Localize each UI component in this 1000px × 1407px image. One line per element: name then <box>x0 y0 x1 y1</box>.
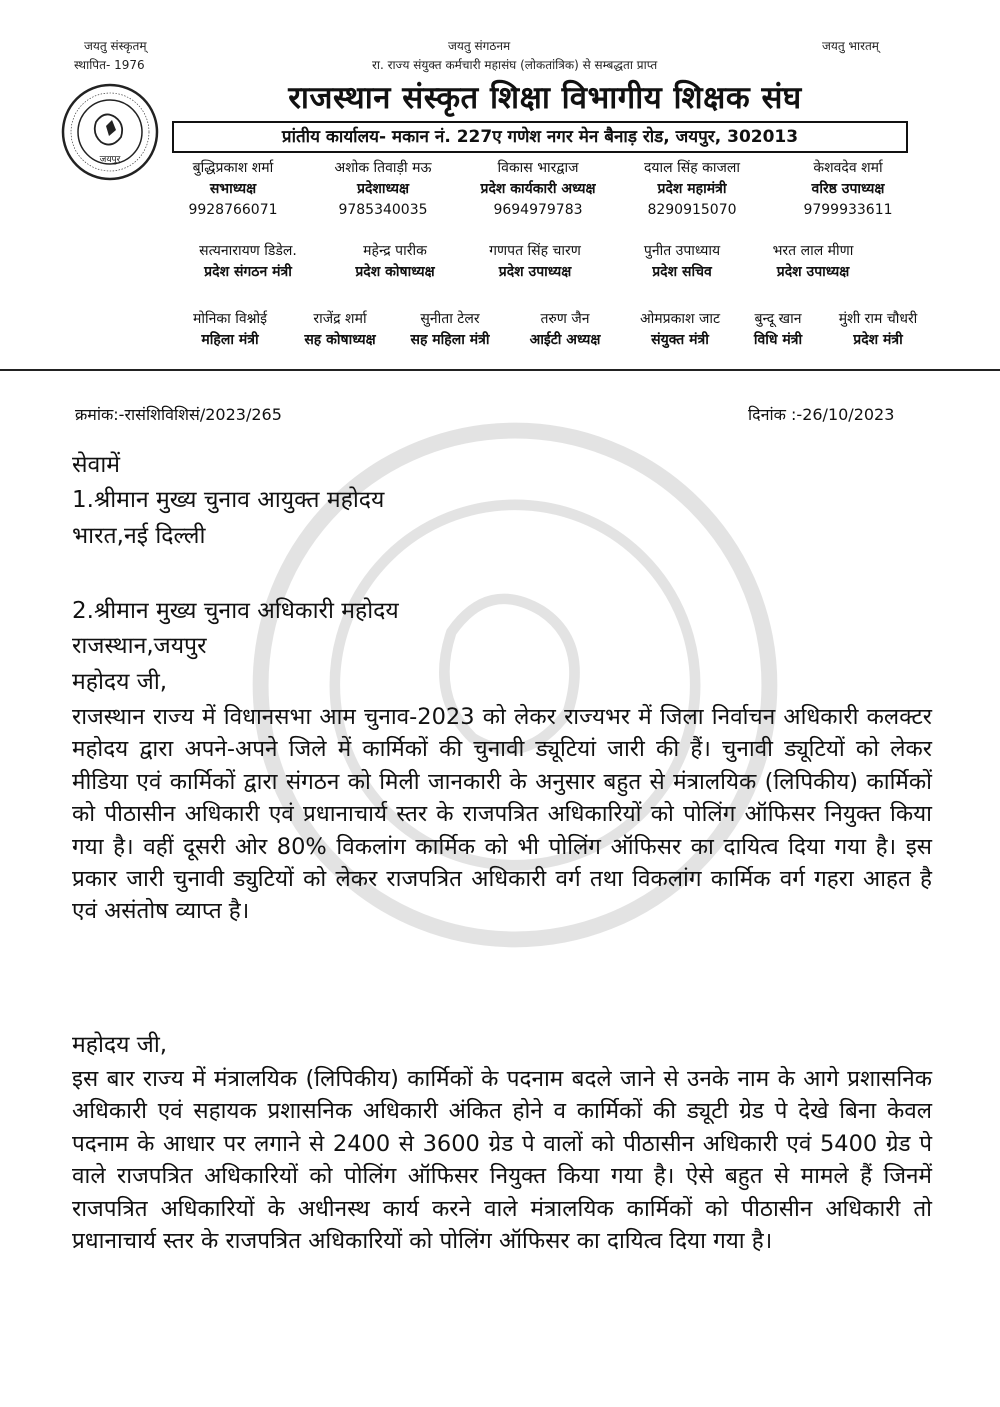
body-paragraph: राजस्थान राज्य में विधानसभा आम चुनाव-2023 को लेकर राज्यभर में जिला निर्वाचन अधिकारी कलक्टर महोदय द्वारा अपने-अपने जिले में कार्मिकों की चुनावी ड्यूटियां जारी की हैं। चुनावी ड्यूटियों को लेकर मीडिया एवं कार्मिकों द्वारा संगठन को मिली जानकारी के अनुसार बहुत से मंत्रालयिक (लिपिकीय) कार्मिकों को पीठासीन अधिकारी एवं प्रधानाचार्य स्तर के राजपत्रित अधिकारियों को पोलिंग ऑफिसर नियुक्त किया गया है। वहीं दूसरी ओर 80% विकलांग कार्मिक को भी पोलिंग ऑफिसर का दायित्व दिया गया है। इस प्रकार जारी चुनावी ड्युटियों को लेकर राजपत्रित अधिकारी वर्ग तथा विकलांग कार्मिक वर्ग गहरा आहत है एवं असंतोष व्याप्त है। <box>72 704 932 925</box>
member-role: प्रदेश उपाध्यक्ष <box>498 264 572 280</box>
letter-date: दिनांक :-26/10/2023 <box>748 405 895 424</box>
member-name: विकास भारद्वाज <box>497 160 579 176</box>
member-card <box>173 241 323 283</box>
member-role: प्रदेशाध्यक्ष <box>357 181 409 197</box>
member-card <box>500 309 630 351</box>
member-phone: 9928766071 <box>188 202 278 218</box>
motto-right: जयतु भारतम् <box>822 39 879 53</box>
member-name: गणपत सिंह चारण <box>489 243 581 259</box>
member-name: तरुण जैन <box>540 311 590 327</box>
affiliation-line: रा. राज्य संयुक्त कर्मचारी महासंघ (लोकतांत्रिक) से सम्बद्धता प्राप्त <box>372 58 658 72</box>
member-role: प्रदेश कोषाध्यक्ष <box>355 264 435 280</box>
member-card <box>308 158 458 221</box>
motto-left: जयतु संस्कृतम् <box>84 39 147 53</box>
member-card <box>617 158 767 221</box>
member-role: सह महिला मंत्री <box>410 332 490 348</box>
member-role: प्रदेश उपाध्यक्ष <box>776 264 850 280</box>
member-phone: 9785340035 <box>338 202 428 218</box>
member-card <box>320 241 470 283</box>
member-name: सत्यनारायण डिडेल. <box>199 243 297 259</box>
greeting: महोदय जी, <box>72 1032 168 1058</box>
member-name: सुनीता टेलर <box>420 311 480 327</box>
member-card <box>158 158 308 221</box>
member-role: संयुक्त मंत्री <box>651 332 709 348</box>
member-card <box>816 309 940 351</box>
member-role: सभाध्यक्ष <box>209 181 257 197</box>
member-role: आईटी अध्यक्ष <box>529 332 601 348</box>
member-phone: 9694979783 <box>493 202 583 218</box>
member-phone: 8290915070 <box>647 202 737 218</box>
member-role: प्रदेश मंत्री <box>853 332 903 348</box>
office-address: प्रांतीय कार्यालय- मकान नं. 227ए गणेश नगर मेन बैनाड़ रोड, जयपुर, 302013 <box>172 121 908 153</box>
member-card <box>460 241 610 283</box>
member-card <box>452 158 624 221</box>
reference-number: क्रमांक:-रासंशिविशिसं/2023/265 <box>75 405 282 424</box>
member-name: भरत लाल मीणा <box>772 243 854 259</box>
body-paragraph: इस बार राज्य में मंत्रालयिक (लिपिकीय) कार्मिकों के पदनाम बदले जाने से उनके नाम के आगे प्रशासनिक अधिकारी एवं सहायक प्रशासनिक अधिकारी अंकित होने व कार्मिकों की ड्यूटी ग्रेड पे देखे बिना केवल पदनाम के आधार पर लगाने से 2400 से 3600 ग्रेड पे वालों को पीठासीन अधिकारी एवं 5400 ग्रेड पे वाले राजपत्रित अधिकारियों को पोलिंग ऑफिसर नियुक्त किया गया है। ऐसे बहुत से मामले हैं जिनमें राजपत्रित अधिकारियों के अधीनस्थ कार्य करने वाले मंत्रालयिक कार्मिकों को पीठासीन अधिकारी तो प्रधानाचार्य स्तर के राजपत्रित अधिकारियों को पोलिंग ऑफिसर का दायित्व दिया गया है। <box>72 1066 932 1255</box>
organization-seal <box>60 82 160 182</box>
member-card <box>607 241 757 283</box>
recipient1-title: 1.श्रीमान मुख्य चुनाव आयुक्त महोदय <box>72 487 385 513</box>
member-name: मोनिका विश्नोई <box>192 311 268 327</box>
member-role: सह कोषाध्यक्ष <box>304 332 376 348</box>
member-name: अशोक तिवाड़ी मऊ <box>334 160 432 176</box>
organization-name: राजस्थान संस्कृत शिक्षा विभागीय शिक्षक संघ <box>288 80 802 116</box>
member-name: दयाल सिंह काजला <box>644 160 740 176</box>
member-name: बुन्दू खान <box>754 311 802 327</box>
member-role: विधि मंत्री <box>753 332 803 348</box>
member-name: महेन्द्र पारीक <box>363 243 427 259</box>
greeting: महोदय जी, <box>72 669 168 695</box>
motto-center: जयतु संगठनम <box>448 39 511 53</box>
member-role: प्रदेश महामंत्री <box>657 181 727 197</box>
established-year: स्थापित- 1976 <box>74 58 145 72</box>
member-role: वरिष्ठ उपाध्यक्ष <box>811 181 885 197</box>
member-phone: 9799933611 <box>803 202 893 218</box>
member-role: प्रदेश संगठन मंत्री <box>204 264 292 280</box>
seal-icon <box>60 82 160 182</box>
member-role: प्रदेश सचिव <box>652 264 712 280</box>
member-name: राजेंद्र शर्मा <box>313 311 367 327</box>
salutation-to: सेवामें <box>72 452 121 478</box>
member-card <box>380 309 520 351</box>
member-role: प्रदेश कार्यकारी अध्यक्ष <box>480 181 596 197</box>
seal-text: जयपुर <box>99 155 121 165</box>
member-name: केशवदेव शर्मा <box>813 160 883 176</box>
recipient1-place: भारत,नई दिल्ली <box>72 523 206 549</box>
member-card <box>738 241 888 283</box>
header-divider <box>0 369 1000 371</box>
recipient2-place: राजस्थान,जयपुर <box>72 633 207 659</box>
member-card <box>728 309 828 351</box>
member-name: मुंशी राम चौधरी <box>838 311 918 327</box>
member-name: पुनीत उपाध्याय <box>643 243 721 259</box>
member-card <box>773 158 923 221</box>
member-card <box>615 309 745 351</box>
recipient2-title: 2.श्रीमान मुख्य चुनाव अधिकारी महोदय <box>72 598 399 624</box>
member-name: बुद्धिप्रकाश शर्मा <box>192 160 274 176</box>
member-name: ओमप्रकाश जाट <box>639 311 721 327</box>
member-role: महिला मंत्री <box>201 332 259 348</box>
